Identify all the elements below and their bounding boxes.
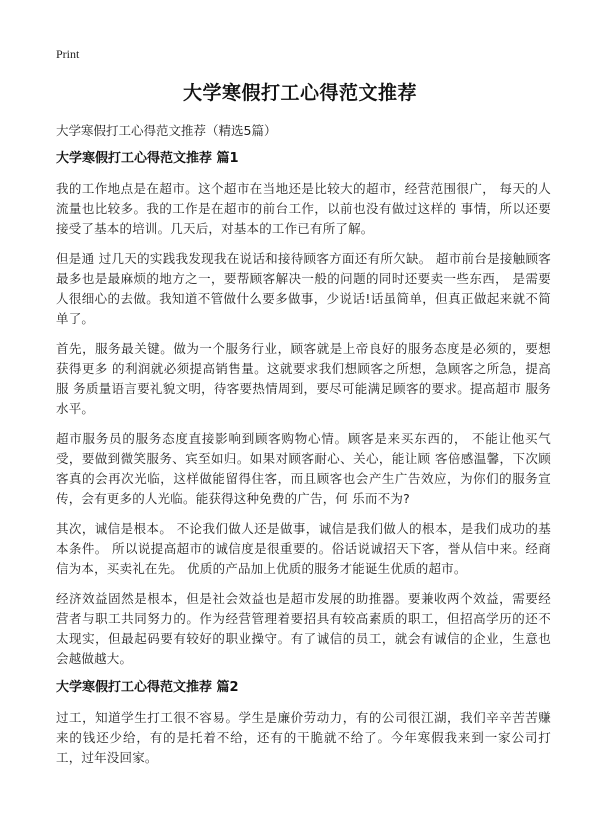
page-title: 大学寒假打工心得范文推荐 xyxy=(182,82,417,104)
section-1-paragraph-1: 我的工作地点是在超市。这个超市在当地还是比较大的超市，经营范围很广， 每天的人流量也比较多。我的工作是在超市的前台工作，以前也没有做过这样的 事情，所以还要接受了基本的培训。几天后，对基本的工作已有所了解。 xyxy=(56,181,551,236)
section-heading-1: 大学寒假打工心得范文推荐 篇1 xyxy=(56,151,239,166)
document-subtitle: 大学寒假打工心得范文推荐（精选5篇） xyxy=(56,123,277,138)
section-1-paragraph-5: 其次，诚信是根本。 不论我们做人还是做事，诚信是我们做人的根本，是我们成功的基本条件。 所以说提高超市的诚信度是很重要的。俗话说诚招天下客，誉从信中来。经商信为本，买卖礼在先。 优质的产品加上优质的服务才能诞生优质的超市。 xyxy=(56,521,551,576)
section-2-paragraph-1: 过工，知道学生打工很不容易。学生是廉价劳动力，有的公司很江湖，我们辛辛苦苦赚来的钱还少给，有的是托着不给，还有的干脆就不给了。今年寒假我来到一家公司打工，过年没回家。 xyxy=(56,710,551,765)
section-1-paragraph-6: 经济效益固然是根本，但是社会效益也是超市发展的助推器。要兼收两个效益，需要经营者与职工共同努力的。作为经营管理着要招具有较高素质的职工，但招高学历的还不太现实，但最起码要有较好的职业操守。有了诚信的员工，就会有诚信的企业，生意也会越做越大。 xyxy=(56,591,551,666)
section-1-paragraph-4: 超市服务员的服务态度直接影响到顾客购物心情。顾客是来买东西的， 不能让他买气受，要做到微笑服务、宾至如归。如果对顾客耐心、关心，能让顾 客倍感温馨，下次顾客真的会再次光临，这样做能留得住客，而且顾客也会产生广告效应，为你们的服务宣传，会有更多的人光临。能获得这种免费的广告，何 乐而不为? xyxy=(56,431,551,506)
document-body xyxy=(56,150,551,778)
print-label: Print xyxy=(56,47,80,61)
section-1-paragraph-3: 首先，服务最关键。做为一个服务行业，顾客就是上帝良好的服务态度是必须的，要想获得更多 的利润就必须提高销售量。这就要求我们想顾客之所想，急顾客之所急，提高服 务质量语言要礼貌文明，待客要热情周到，要尽可能满足顾客的要求。提高超市 服务水平。 xyxy=(56,341,551,416)
section-1-paragraph-2: 但是通 过几天的实践我发现我在说话和接待顾客方面还有所欠缺。 超市前台是接触顾客 最多也是最麻烦的地方之一，要帮顾客解决一般的问题的同时还要卖一些东西， 是需要人很细心的去做。我知道不管做什么要多做事，少说话!话虽简单，但真正做起来就不简单了。 xyxy=(56,251,551,326)
section-heading-2: 大学寒假打工心得范文推荐 篇2 xyxy=(56,680,239,695)
